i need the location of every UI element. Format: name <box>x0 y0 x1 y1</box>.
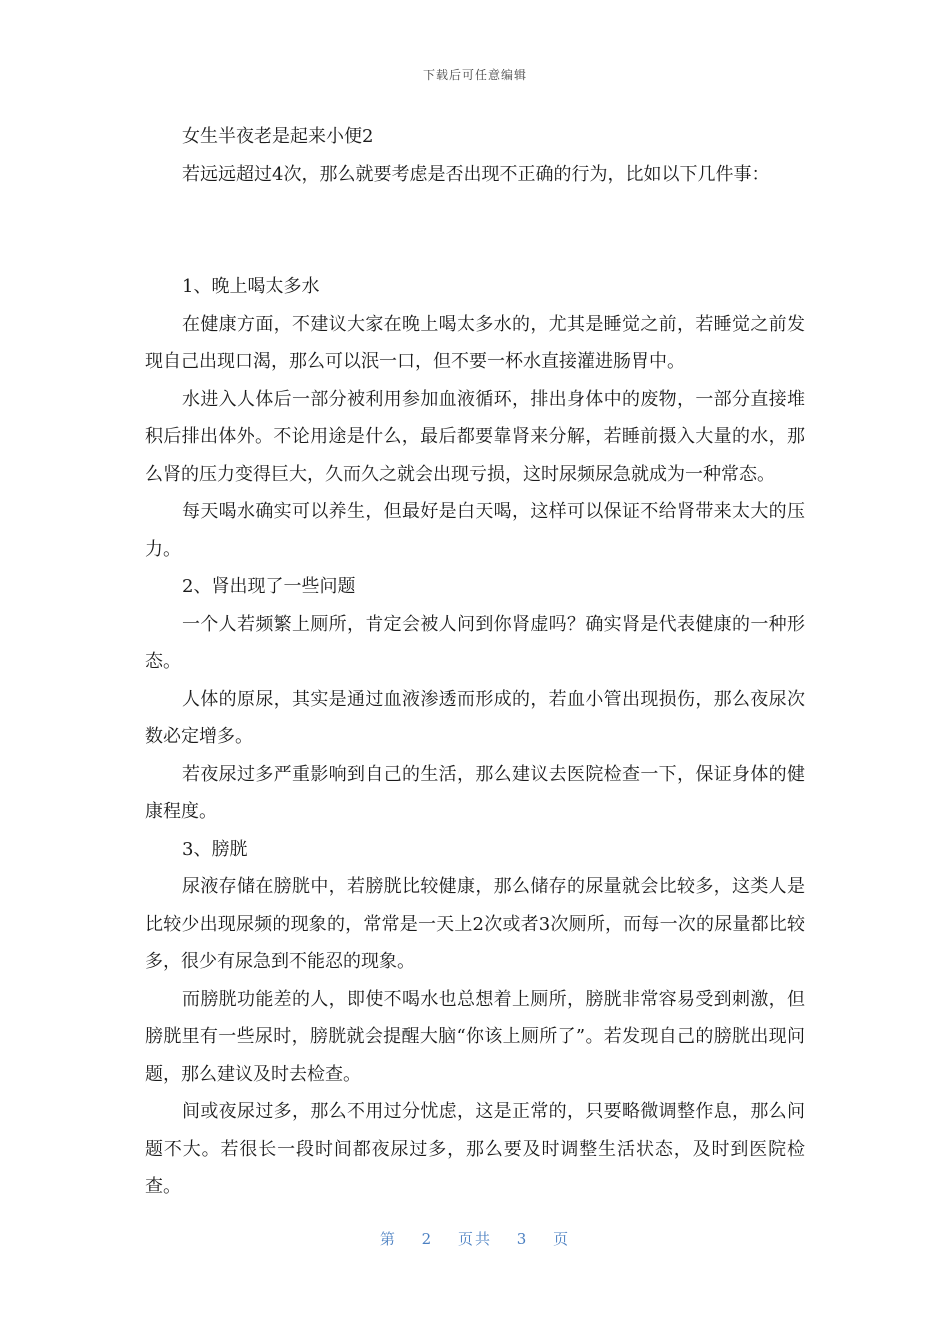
section-heading: 2、肾出现了一些问题 <box>182 576 356 597</box>
paragraph: 间或夜尿过多，那么不用过分忧虑，这是正常的，只要略微调整作息，那么问题不大。若很长一段时间都夜尿过多，那么要及时调整生活状态，及时到医院检查。 <box>145 1101 805 1197</box>
total-page-count: 3 <box>516 1230 529 1248</box>
footer-middle: 页共 <box>457 1230 492 1248</box>
section-heading: 1、晚上喝太多水 <box>182 276 320 297</box>
blank-line <box>145 193 805 268</box>
paragraph: 若夜尿过多严重影响到自己的生活，那么建议去医院检查一下，保证身体的健康程度。 <box>145 763 805 822</box>
paragraph: 在健康方面，不建议大家在晚上喝太多水的，尤其是睡觉之前，若睡觉之前发现自己出现口渴，那么可以泯一口，但不要一杯水直接灌进肠胃中。 <box>145 313 805 372</box>
page-header-note: 下载后可任意编辑 <box>422 68 527 82</box>
section-heading: 3、膀胱 <box>182 838 248 860</box>
footer-prefix: 第 <box>379 1230 397 1248</box>
current-page-number: 2 <box>421 1230 434 1248</box>
document-title: 女生半夜老是起来小便2 <box>182 126 374 147</box>
document-intro: 若远远超过4次，那么就要考虑是否出现不正确的行为，比如以下几件事： <box>182 163 770 185</box>
page-number-footer <box>0 1228 950 1249</box>
paragraph: 人体的原尿，其实是通过血液渗透而形成的，若血小管出现损伤，那么夜尿次数必定增多。 <box>145 688 805 747</box>
paragraph: 每天喝水确实可以养生，但最好是白天喝，这样可以保证不给肾带来太大的压力。 <box>145 501 805 560</box>
paragraph: 一个人若频繁上厕所，肯定会被人问到你肾虚吗？确实肾是代表健康的一种形态。 <box>145 613 805 672</box>
document-body <box>145 118 805 1206</box>
paragraph: 尿液存储在膀胱中，若膀胱比较健康，那么储存的尿量就会比较多，这类人是比较少出现尿频的现象的，常常是一天上2次或者3次厕所，而每一次的尿量都比较多，很少有尿急到不能忍的现象。 <box>145 876 805 972</box>
paragraph: 水进入人体后一部分被利用参加血液循环，排出身体中的废物，一部分直接堆积后排出体外。不论用途是什么，最后都要靠肾来分解，若睡前摄入大量的水，那么肾的压力变得巨大，久而久之就会出现亏损，这时尿频尿急就成为一种常态。 <box>145 388 805 485</box>
paragraph: 而膀胱功能差的人，即使不喝水也总想着上厕所，膀胱非常容易受到刺激，但膀胱里有一些尿时，膀胱就会提醒大脑“你该上厕所了”。若发现自己的膀胱出现问题，那么建议及时去检查。 <box>145 988 805 1085</box>
footer-suffix: 页 <box>553 1230 571 1248</box>
